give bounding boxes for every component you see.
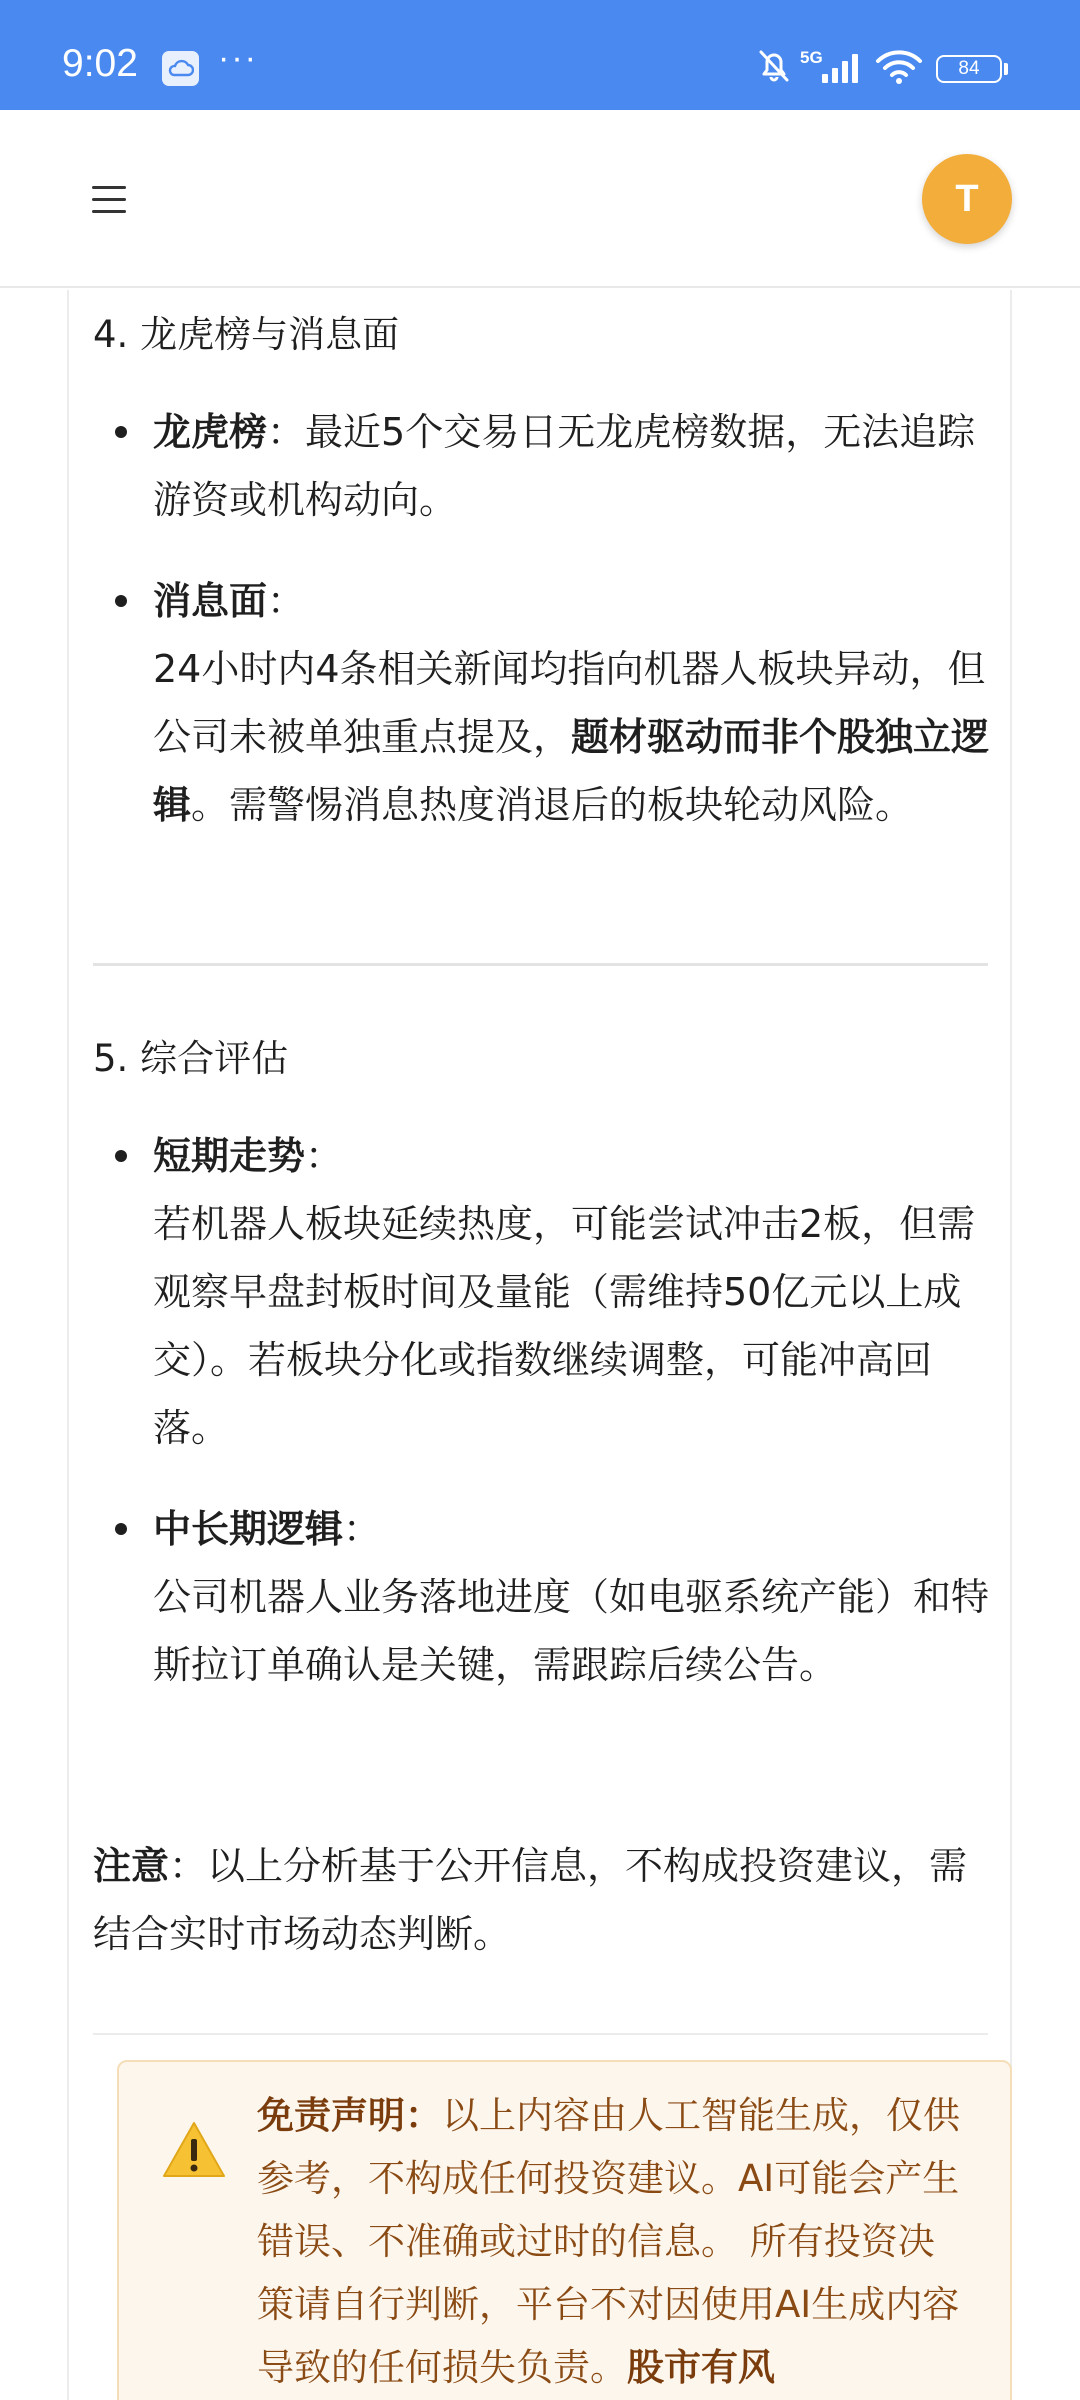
section-divider <box>93 963 988 966</box>
note-paragraph <box>93 1832 988 1968</box>
network-type: 5G <box>800 48 823 67</box>
signal-icon <box>820 52 864 88</box>
list-item <box>93 567 993 839</box>
item-sep: ： <box>267 410 306 454</box>
item-text: 24小时内4条相关新闻均指向机器人板块异动，但公司未被单独重点提及， <box>153 647 986 759</box>
section-4-list <box>93 398 993 534</box>
item-sep: ： <box>267 579 306 623</box>
hamburger-menu-icon[interactable] <box>86 178 138 220</box>
item-text: 若机器人板块延续热度，可能尝试冲击2板，但需观察早盘封板时间及量能（需维持50亿元以上成交）。若板块分化或指数继续调整，可能冲高回落。 <box>153 1202 976 1450</box>
disclaimer-divider <box>93 2033 988 2035</box>
section-5-list-2 <box>93 1495 993 1699</box>
battery-nub <box>1004 63 1008 75</box>
list-item <box>93 1495 993 1699</box>
mute-bell-icon <box>755 46 793 88</box>
list-item <box>93 398 993 534</box>
avatar[interactable]: T <box>922 154 1012 244</box>
item-text: 最近5个交易日无龙虎榜数据，无法追踪游资或机构动向。 <box>153 410 976 522</box>
disclaimer-box <box>117 2060 1012 2400</box>
item-label: 龙虎榜 <box>153 410 268 454</box>
wifi-icon <box>875 50 923 88</box>
item-text: 公司机器人业务落地进度（如电驱系统产能）和特斯拉订单确认是关键，需跟踪后续公告。 <box>153 1575 990 1687</box>
item-sep: ： <box>343 1507 382 1551</box>
item-sep: ： <box>305 1134 344 1178</box>
section-5-title: 5. 综合评估 <box>93 1037 289 1080</box>
note-sep: ： <box>169 1844 208 1888</box>
warning-icon <box>161 2120 227 2184</box>
status-time: 9:02 <box>62 42 138 85</box>
list-item <box>93 1122 993 1462</box>
item-label: 消息面 <box>153 579 268 623</box>
disclaimer-text <box>257 2084 970 2399</box>
section-4-title: 4. 龙虎榜与消息面 <box>93 313 400 356</box>
note-text: 以上分析基于公开信息，不构成投资建议，需结合实时市场动态判断。 <box>93 1844 968 1956</box>
battery-icon <box>936 55 1002 83</box>
item-text-tail: 。需警惕消息热度消退后的板块轮动风险。 <box>191 783 914 827</box>
disclaimer-label: 免责声明： <box>257 2094 442 2137</box>
note-label: 注意 <box>93 1844 170 1888</box>
app-header <box>0 110 1080 288</box>
section-4-list-2 <box>93 567 993 839</box>
item-label: 短期走势 <box>153 1134 306 1178</box>
section-5-list <box>93 1122 993 1462</box>
cloud-icon <box>162 51 199 86</box>
overflow-dots-icon: ··· <box>218 39 258 77</box>
battery-percent: 84 <box>958 58 980 79</box>
chat-message-card <box>67 290 1012 2400</box>
item-text-bold: 题材驱动而非个股独立逻辑 <box>153 715 990 827</box>
disclaimer-body: 以上内容由人工智能生成，仅供参考，不构成任何投资建议。AI可能会产生错误、不准确或过时的信息。 所有投资决策请自行判断，平台不对因使用AI生成内容导致的任何损失负责。 <box>257 2094 960 2389</box>
status-bar <box>0 0 1080 110</box>
item-label: 中长期逻辑 <box>153 1507 344 1551</box>
disclaimer-tail: 股市有风 <box>627 2346 775 2389</box>
